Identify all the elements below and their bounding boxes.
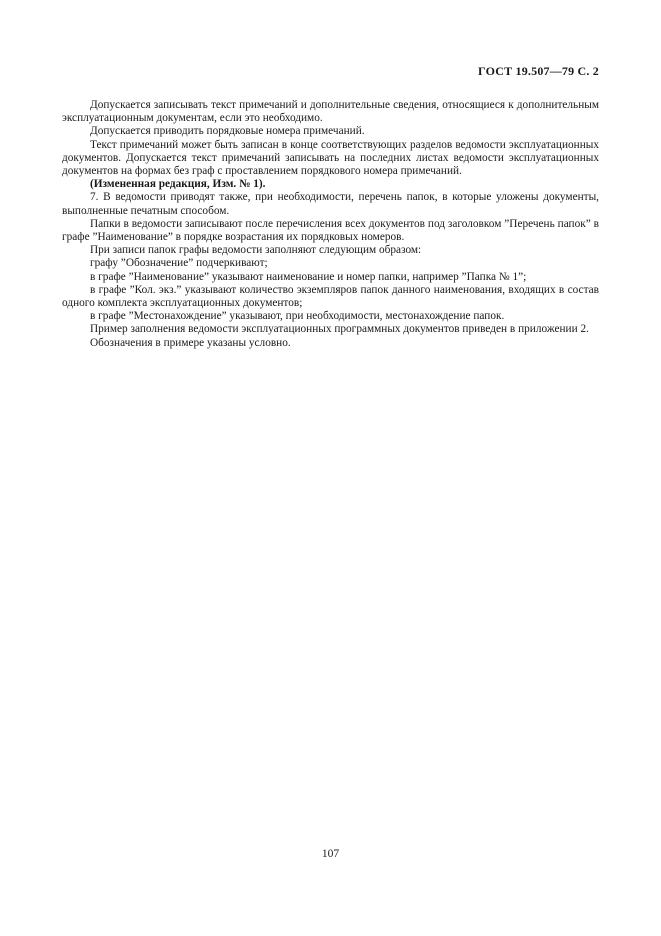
paragraph-item-7: 7. В ведомости приводят также, при необходимости, перечень папок, в которые уложены документы, выполненные печатным способом. <box>62 191 599 217</box>
paragraph-column-location: в графе ”Местонахождение” указывают, при необходимости, местонахождение папок. <box>90 310 505 323</box>
paragraph-column-name: в графе ”Наименование” указывают наименование и номер папки, например ”Папка № 1”; <box>90 270 527 283</box>
paragraph-note-numbers: Допускается приводить порядковые номера примечаний. <box>90 125 365 138</box>
paragraph-designations-note: Обозначения в примере указаны условно. <box>90 336 291 349</box>
document-body <box>62 99 599 350</box>
page-header: ГОСТ 19.507—79 С. 2 <box>478 64 599 78</box>
paragraph-folders: Папки в ведомости записывают после перечисления всех документов под заголовком ”Перечень папок” в графе ”Наименование” в порядке возрастания их порядковых номеров. <box>62 217 599 244</box>
paragraph-additional-info: Допускается записывать текст примечаний и дополнительные сведения, относящиеся к дополнительным эксплуатационным документам, если это необходимо. <box>62 99 599 125</box>
amendment-note: (Измененная редакция, Изм. № 1). <box>90 178 266 191</box>
paragraph-folder-columns: При записи папок графы ведомости заполняют следующим образом: <box>90 244 422 257</box>
page-number: 107 <box>321 848 340 860</box>
paragraph-column-designation: графу ”Обозначение” подчеркивают; <box>90 257 268 270</box>
paragraph-column-copies: в графе ”Кол. экз.” указывают количество экземпляров папок данного наименования, входящих в состав одного комплекта эксплуатационных документов; <box>62 283 599 310</box>
paragraph-example-reference: Пример заполнения ведомости эксплуатационных программных документов приведен в приложении 2. <box>90 323 589 336</box>
paragraph-note-text: Текст примечаний может быть записан в конце соответствующих разделов ведомости эксплуатационных документов. Допускается текст примечаний записывать на последних листах ведомости эксплуатационных документов на формах без граф с проставлением порядкового номера примечаний. <box>62 138 599 178</box>
